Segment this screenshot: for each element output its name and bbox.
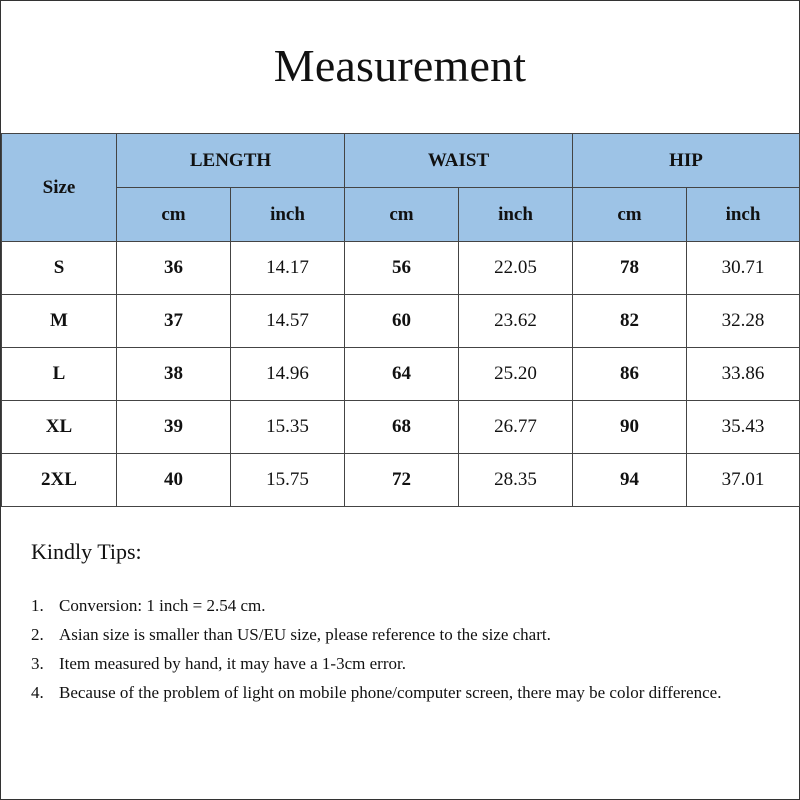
hip-cm-cell: 82 <box>573 295 687 348</box>
length-cm-cell: 40 <box>117 454 231 507</box>
tip-text: Item measured by hand, it may have a 1-3cm error. <box>59 654 406 673</box>
list-item <box>31 678 771 707</box>
length-inch-cell: 15.35 <box>231 401 345 454</box>
waist-cm-cell: 68 <box>345 401 459 454</box>
waist-cm-cell: 64 <box>345 348 459 401</box>
unit-header: cm <box>345 188 459 242</box>
size-table <box>1 133 800 507</box>
group-header-hip: HIP <box>573 134 800 188</box>
table-row <box>2 242 800 295</box>
waist-inch-cell: 25.20 <box>459 348 573 401</box>
size-cell: XL <box>2 401 117 454</box>
unit-header: cm <box>117 188 231 242</box>
tip-text: Asian size is smaller than US/EU size, please reference to the size chart. <box>59 625 551 644</box>
tip-text: Because of the problem of light on mobile phone/computer screen, there may be color difference. <box>59 683 722 702</box>
length-cm-cell: 37 <box>117 295 231 348</box>
page-title: Measurement <box>273 40 527 91</box>
unit-header: inch <box>459 188 573 242</box>
list-item <box>31 591 771 620</box>
list-number: 1. <box>31 596 44 615</box>
hip-cm-cell: 78 <box>573 242 687 295</box>
hip-cm-cell: 86 <box>573 348 687 401</box>
tip-text: Conversion: 1 inch = 2.54 cm. <box>59 596 266 615</box>
size-header: Size <box>2 134 117 242</box>
unit-header: cm <box>573 188 687 242</box>
table-row <box>2 348 800 401</box>
length-cm-cell: 38 <box>117 348 231 401</box>
length-inch-cell: 14.17 <box>231 242 345 295</box>
hip-cm-cell: 94 <box>573 454 687 507</box>
list-number: 2. <box>31 625 44 644</box>
length-inch-cell: 15.75 <box>231 454 345 507</box>
hip-cm-cell: 90 <box>573 401 687 454</box>
hip-inch-cell: 37.01 <box>687 454 800 507</box>
tips-section <box>31 539 771 707</box>
list-item <box>31 649 771 678</box>
length-cm-cell: 36 <box>117 242 231 295</box>
hip-inch-cell: 30.71 <box>687 242 800 295</box>
hip-inch-cell: 35.43 <box>687 401 800 454</box>
header-row-groups <box>2 134 800 188</box>
length-inch-cell: 14.57 <box>231 295 345 348</box>
table-row <box>2 454 800 507</box>
group-header-length: LENGTH <box>117 134 345 188</box>
waist-inch-cell: 23.62 <box>459 295 573 348</box>
length-inch-cell: 14.96 <box>231 348 345 401</box>
unit-header: inch <box>687 188 800 242</box>
hip-inch-cell: 32.28 <box>687 295 800 348</box>
waist-inch-cell: 26.77 <box>459 401 573 454</box>
table-row <box>2 401 800 454</box>
table-row <box>2 295 800 348</box>
size-cell: S <box>2 242 117 295</box>
size-cell: M <box>2 295 117 348</box>
waist-cm-cell: 60 <box>345 295 459 348</box>
size-cell: 2XL <box>2 454 117 507</box>
list-number: 3. <box>31 654 44 673</box>
tips-list <box>31 591 771 707</box>
group-header-waist: WAIST <box>345 134 573 188</box>
hip-inch-cell: 33.86 <box>687 348 800 401</box>
waist-cm-cell: 56 <box>345 242 459 295</box>
list-item <box>31 620 771 649</box>
unit-header: inch <box>231 188 345 242</box>
waist-cm-cell: 72 <box>345 454 459 507</box>
size-cell: L <box>2 348 117 401</box>
list-number: 4. <box>31 683 44 702</box>
length-cm-cell: 39 <box>117 401 231 454</box>
header-row-units <box>2 188 800 242</box>
tips-title: Kindly Tips: <box>31 539 142 564</box>
waist-inch-cell: 22.05 <box>459 242 573 295</box>
waist-inch-cell: 28.35 <box>459 454 573 507</box>
